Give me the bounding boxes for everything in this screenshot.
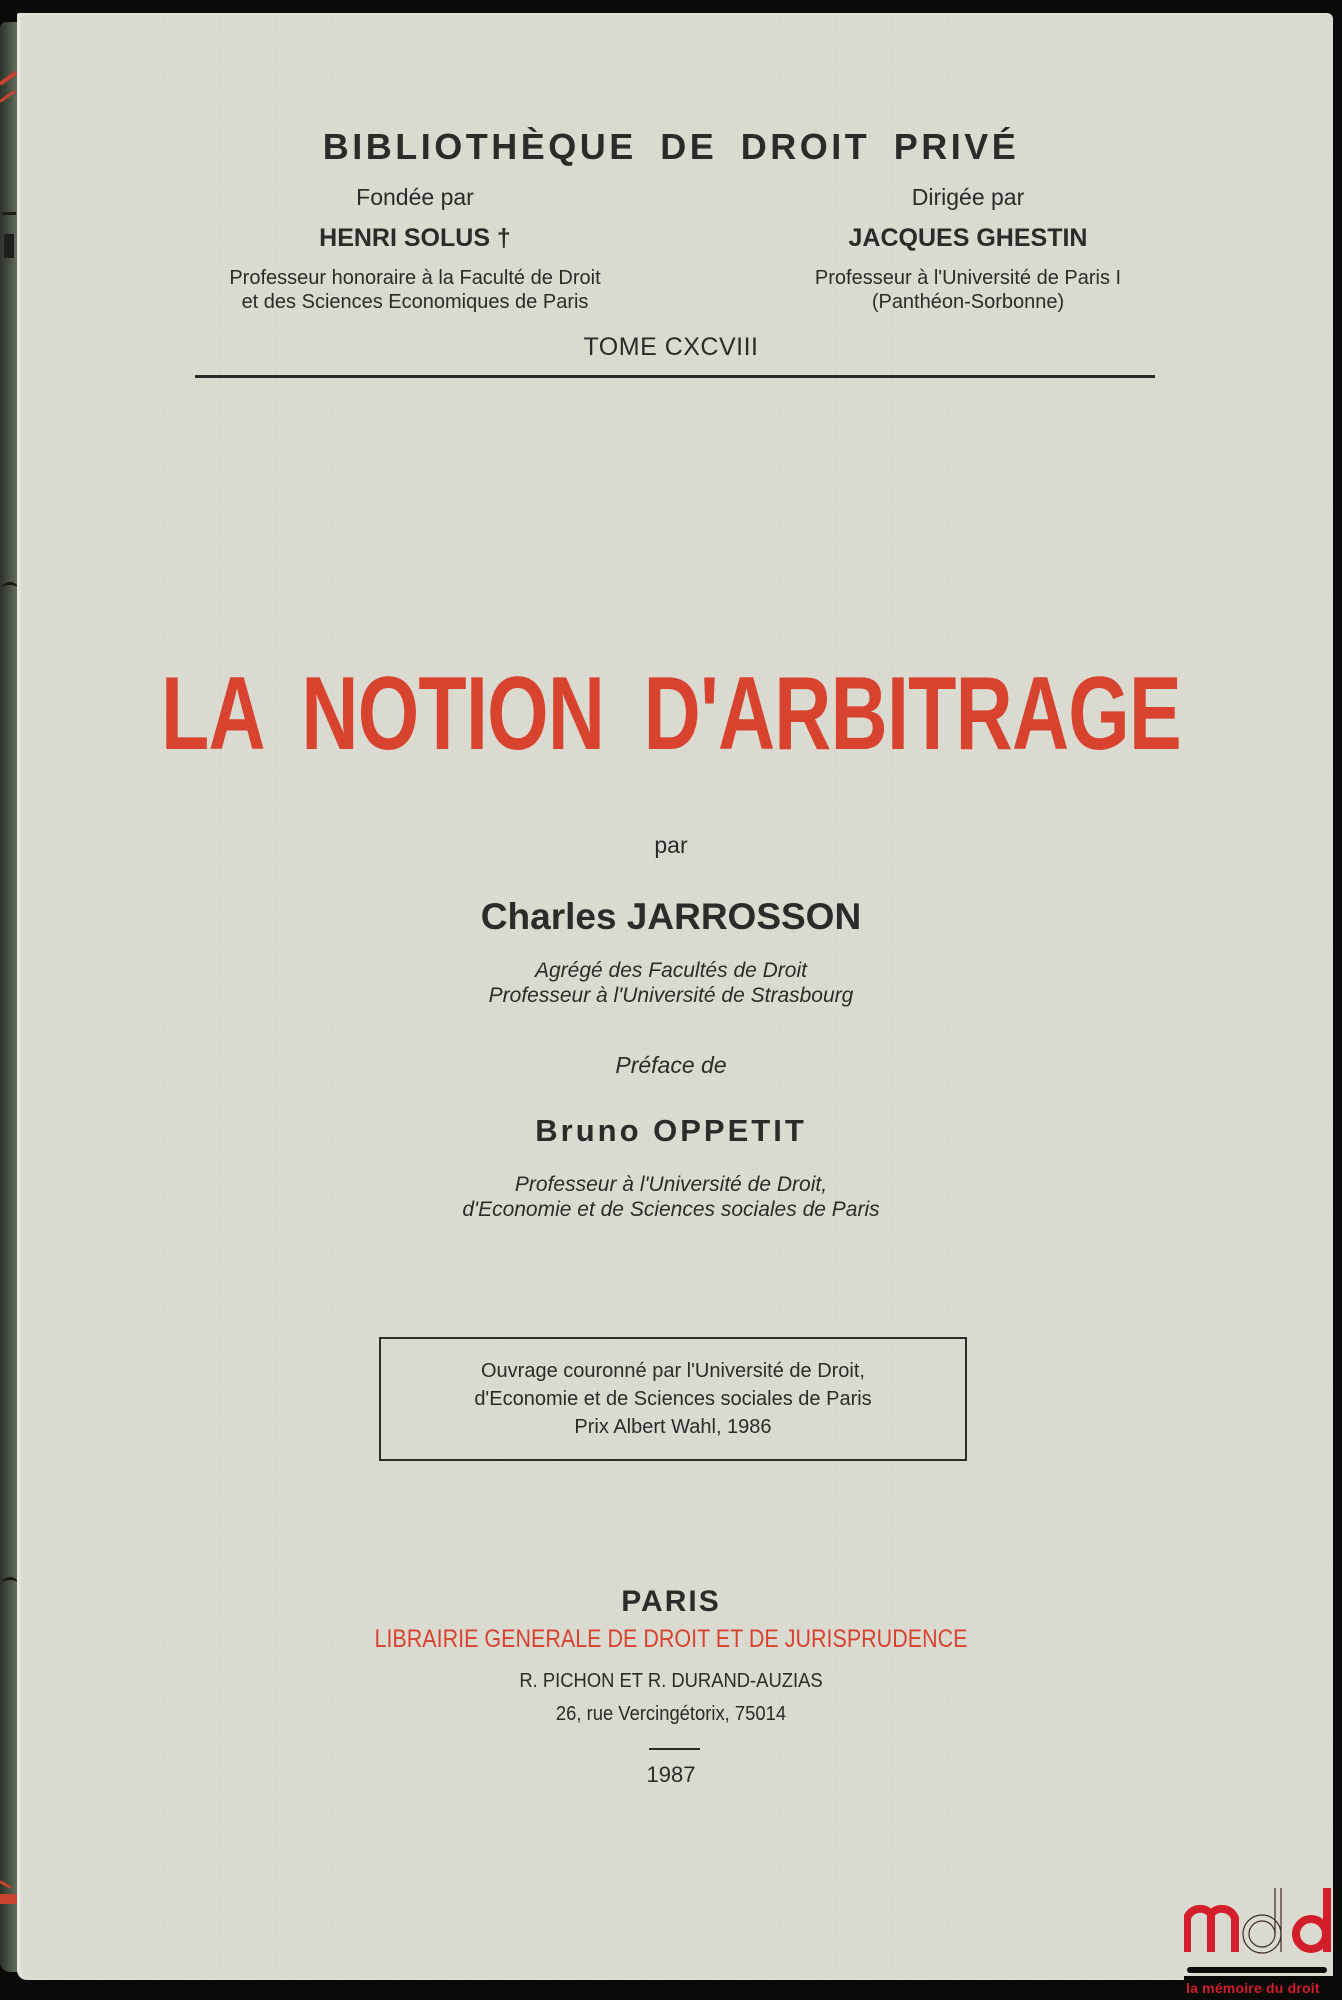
author-affiliation-line: Professeur à l'Université de Strasbourg (488, 984, 854, 1007)
mdd-logo-icon (1184, 1884, 1336, 1958)
founder-affiliation-line: et des Sciences Economiques de Paris (241, 291, 589, 313)
publisher-divider (649, 1748, 700, 1750)
award-line: Ouvrage couronné par l'Université de Droit, (480, 1360, 865, 1382)
preface-author-name: Bruno OPPETIT (535, 1113, 807, 1148)
founder-role: Fondée par (356, 184, 474, 210)
spine-text-fragment (2, 212, 16, 215)
founder-affiliation (175, 266, 655, 314)
publication-year: 1987 (646, 1762, 696, 1787)
preface-label: Préface de (615, 1052, 727, 1078)
preface-affiliation-line: d'Economie et de Sciences sociales de Paris (462, 1198, 880, 1221)
volume-number: TOME CXCVIII (583, 333, 759, 361)
author-affiliation (0, 958, 1342, 1008)
mdd-logo (1184, 1884, 1342, 2000)
author-name: Charles JARROSSON (480, 896, 862, 937)
spine-red-mark (0, 90, 16, 103)
director-affiliation-line: (Panthéon-Sorbonne) (871, 291, 1065, 313)
series-title: BIBLIOTHÈQUE DE DROIT PRIVÉ (322, 126, 1020, 167)
director-affiliation (740, 266, 1196, 314)
director-affiliation-line: Professeur à l'Université de Paris I (814, 267, 1122, 289)
director-name: JACQUES GHESTIN (848, 224, 1088, 252)
logo-bar (1187, 1967, 1327, 1973)
founder-affiliation-line: Professeur honoraire à la Faculté de Droit (229, 267, 601, 289)
header-divider (195, 375, 1155, 378)
spine-text-fragment (4, 234, 14, 258)
founder-name: HENRI SOLUS † (319, 224, 511, 252)
publisher-address: 26, rue Vercingétorix, 75014 (555, 1703, 787, 1725)
director-role: Dirigée par (911, 184, 1025, 210)
publisher-name: LIBRAIRIE GENERALE DE DROIT ET DE JURISPRUDENCE (374, 1625, 968, 1653)
by-label: par (654, 832, 688, 858)
award-box (379, 1337, 967, 1461)
spine-red-mark (0, 1894, 18, 1904)
publisher-owners: R. PICHON ET R. DURAND-AUZIAS (519, 1670, 823, 1692)
award-line: d'Economie et de Sciences sociales de Paris (474, 1388, 872, 1410)
logo-tagline: la mémoire du droit (1186, 1980, 1320, 1996)
spine-red-mark (0, 71, 18, 86)
book-title: LA NOTION D'ARBITRAGE (161, 656, 1181, 772)
preface-affiliation-line: Professeur à l'Université de Droit, (514, 1173, 828, 1196)
publisher-city: PARIS (621, 1585, 721, 1618)
preface-author-affiliation (0, 1172, 1342, 1222)
spine-red-mark (0, 1880, 11, 1889)
spine-mark (2, 582, 18, 595)
award-line: Prix Albert Wahl, 1986 (574, 1416, 772, 1438)
author-affiliation-line: Agrégé des Facultés de Droit (535, 959, 807, 982)
